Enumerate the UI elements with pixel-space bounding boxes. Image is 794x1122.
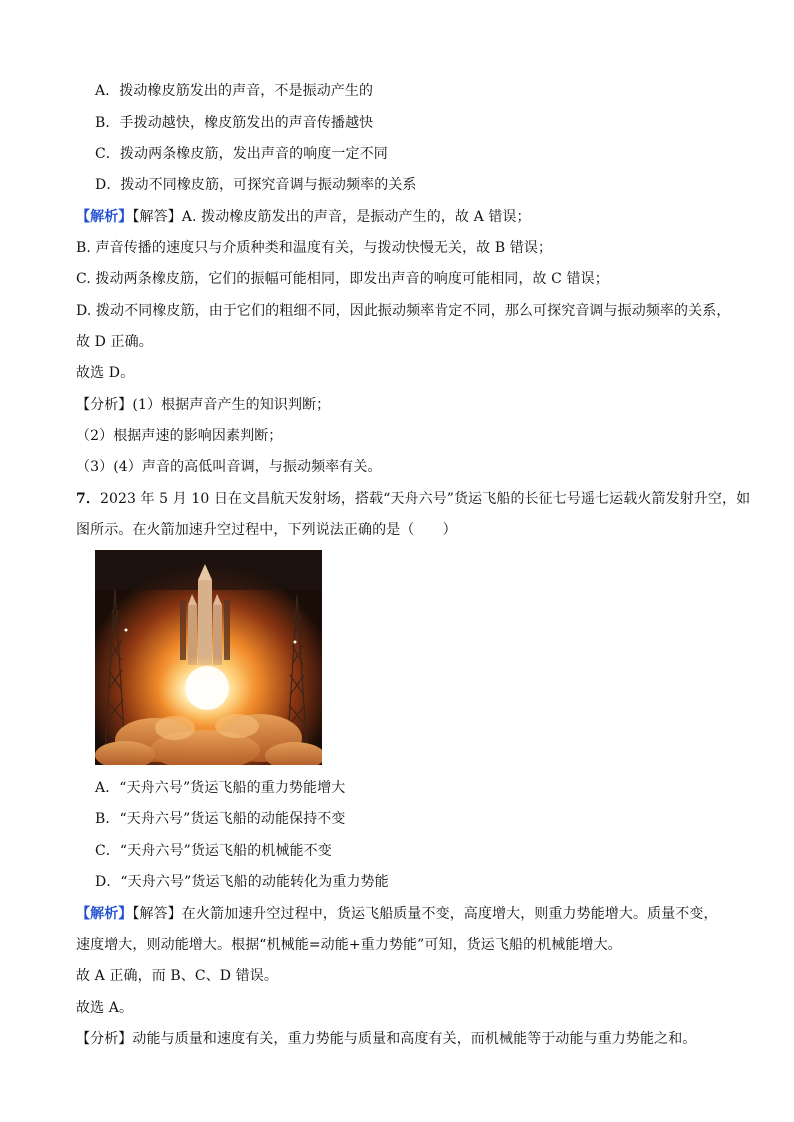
q6-analysis-line-4: D. 拨动不同橡皮筋，由于它们的粗细不同，因此振动频率肯定不同，那么可探究音调与振动频率的关系， <box>76 303 731 319</box>
q6-analysis-tag: 【解析】 <box>76 209 133 225</box>
q7-analysis-line-4: 故选 A。 <box>76 1000 134 1016</box>
q7-analysis-line-2: 速度增大，则动能增大。根据“机械能=动能+重力势能”可知，货运飞船的机械能增大。 <box>76 937 622 953</box>
q6-analysis-line-5: 故 D 正确。 <box>76 334 153 350</box>
q7-fenxi: 【分析】动能与质量和速度有关，重力势能与质量和高度有关，而机械能等于动能与重力势能之和。 <box>76 1031 697 1047</box>
q7-option-b: B．“天舟六号”货运飞船的动能保持不变 <box>95 811 346 827</box>
q7-stem-line-1 <box>76 489 750 509</box>
q6-fenxi-line-1: 【分析】(1）根据声音产生的知识判断； <box>76 397 331 413</box>
q6-option-c: C．拨动两条橡皮筋，发出声音的响度一定不同 <box>95 146 388 162</box>
rocket-launch-photo <box>95 550 322 765</box>
q6-option-a: A．拨动橡皮筋发出的声音，不是振动产生的 <box>95 83 374 99</box>
q6-analysis-line-3: C. 拨动两条橡皮筋，它们的振幅可能相同，即发出声音的响度可能相同，故 C 错误； <box>76 271 609 287</box>
q7-option-d: D．“天舟六号”货运飞船的动能转化为重力势能 <box>95 874 389 890</box>
q7-option-a: A．“天舟六号”货运飞船的重力势能增大 <box>95 780 346 796</box>
q6-fenxi-line-2: （2）根据声速的影响因素判断； <box>76 428 283 444</box>
q7-option-c: C．“天舟六号”货运飞船的机械能不变 <box>95 843 332 859</box>
q6-analysis-line-1 <box>76 207 531 227</box>
rocket-launch-illustration <box>95 550 322 765</box>
q6-analysis-line-6: 故选 D。 <box>76 365 135 381</box>
q6-analysis-text-1: 【解答】A. 拨动橡皮筋发出的声音，是振动产生的，故 A 错误； <box>132 209 531 225</box>
q7-analysis-tag: 【解析】 <box>76 906 133 922</box>
q6-fenxi-line-3: （3）(4）声音的高低叫音调，与振动频率有关。 <box>76 459 382 475</box>
q7-stem-line-2: 图所示。在火箭加速升空过程中，下列说法正确的是（ ） <box>76 522 457 538</box>
q6-analysis-line-2: B. 声音传播的速度只与介质种类和温度有关，与拨动快慢无关，故 B 错误； <box>76 240 553 256</box>
q6-option-d: D．拨动不同橡皮筋，可探究音调与振动频率的关系 <box>95 177 417 193</box>
q7-analysis-line-3: 故 A 正确，而 B、C、D 错误。 <box>76 968 278 984</box>
q7-analysis-line-1 <box>76 904 718 924</box>
q7-stem-text-1: 2023 年 5 月 10 日在文昌航天发射场，搭载“天舟六号”货运飞船的长征七号遥七运载火箭发射升空，如 <box>99 491 751 507</box>
q6-option-b: B．手拨动越快，橡皮筋发出的声音传播越快 <box>95 115 374 131</box>
q7-number: 7． <box>76 491 100 507</box>
q7-analysis-text-1: 【解答】在火箭加速升空过程中，货运飞船质量不变，高度增大，则重力势能增大。质量不变， <box>132 906 718 922</box>
